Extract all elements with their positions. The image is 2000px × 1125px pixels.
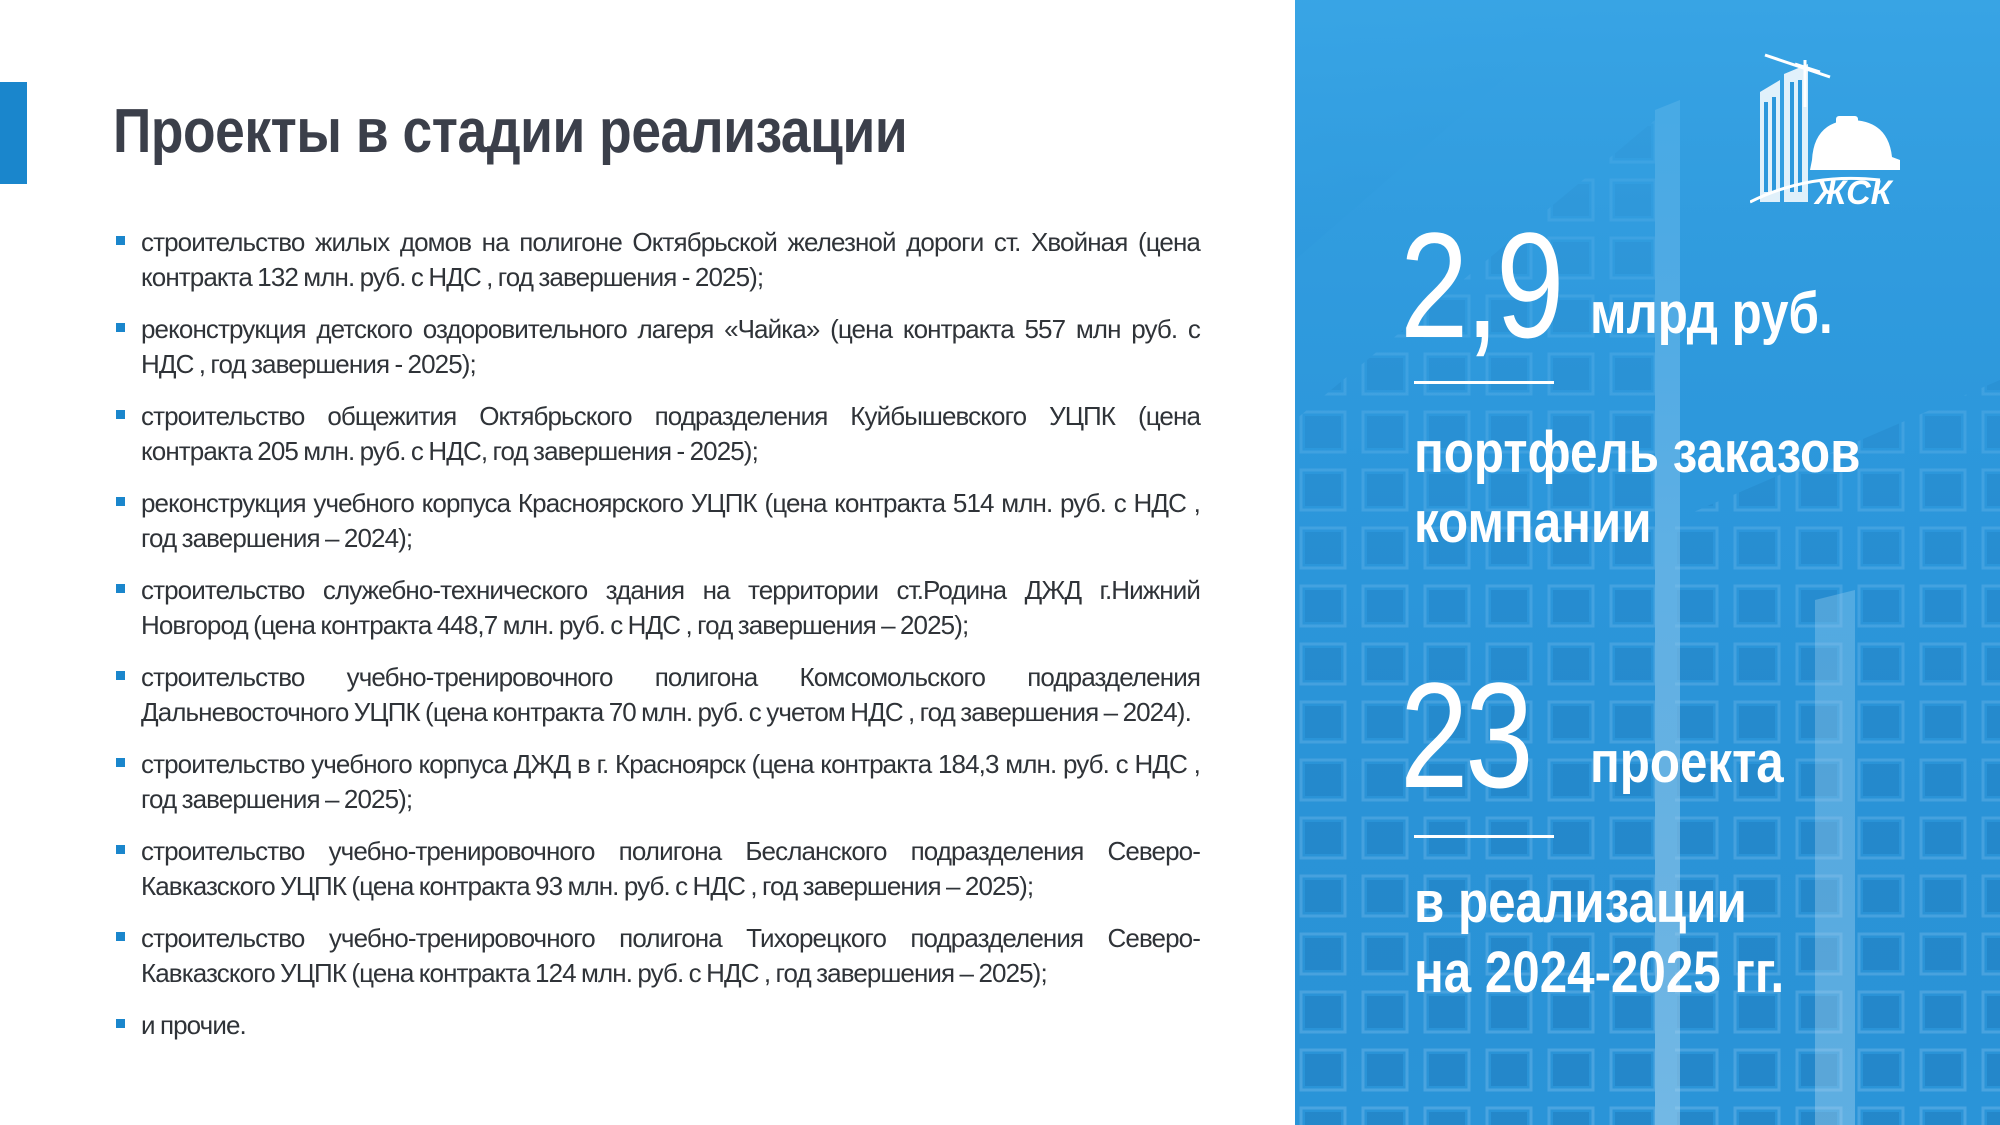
list-item: строительство учебно-тренировочного полигона Комсомольского подразделения Дальневосточного УЦПК (цена контракта 70 млн. руб. с учетом НДС , год завершения – 2024). [113, 660, 1200, 730]
bullet-icon [116, 671, 125, 680]
projects-unit: проекта [1590, 730, 1784, 795]
project-list [113, 225, 1200, 1060]
list-item: строительство учебного корпуса ДЖД в г. Красноярск (цена контракта 184,3 млн. руб. с НДС , год завершения – 2025); [113, 747, 1200, 817]
list-item: и прочие. [113, 1008, 1200, 1043]
bullet-icon [116, 410, 125, 419]
list-item: строительство учебно-тренировочного полигона Тихорецкого подразделения Северо-Кавказского УЦПК (цена контракта 124 млн. руб. с НДС , год завершения – 2025); [113, 921, 1200, 991]
bullet-icon [116, 845, 125, 854]
divider [1414, 381, 1554, 384]
bullet-icon [116, 932, 125, 941]
bullet-icon [116, 323, 125, 332]
divider [1414, 835, 1554, 838]
projects-label-line1: в реализации [1414, 870, 1747, 935]
list-item: строительство общежития Октябрьского подразделения Куйбышевского УЦПК (цена контракта 205 млн. руб. с НДС, год завершения - 2025); [113, 399, 1200, 469]
bullet-icon [116, 497, 125, 506]
company-logo-icon [1750, 52, 1925, 212]
portfolio-unit: млрд руб. [1590, 281, 1833, 346]
portfolio-label-line1: портфель заказов [1414, 420, 1861, 485]
projects-label-line2: на 2024-2025 гг. [1414, 940, 1785, 1005]
bullet-icon [116, 236, 125, 245]
bullet-icon [116, 584, 125, 593]
list-item: реконструкция учебного корпуса Красноярского УЦПК (цена контракта 514 млн. руб. с НДС , год завершения – 2024); [113, 486, 1200, 556]
list-item: строительство жилых домов на полигоне Октябрьской железной дороги ст. Хвойная (цена контракта 132 млн. руб. с НДС , год завершения - 2025); [113, 225, 1200, 295]
bullet-icon [116, 758, 125, 767]
bullet-icon [116, 1019, 125, 1028]
projects-count: 23 [1400, 651, 1531, 819]
list-item: строительство учебно-тренировочного полигона Бесланского подразделения Северо-Кавказского УЦПК (цена контракта 93 млн. руб. с НДС , год завершения – 2025); [113, 834, 1200, 904]
title-accent-bar [0, 82, 27, 184]
portfolio-value: 2,9 [1400, 201, 1562, 369]
list-item: реконструкция детского оздоровительного лагеря «Чайка» (цена контракта 557 млн руб. с НДС , год завершения - 2025); [113, 312, 1200, 382]
page-title: Проекты в стадии реализации [113, 97, 908, 166]
svg-text:ЖСК: ЖСК [1815, 174, 1892, 212]
list-item: строительство служебно-технического здания на территории ст.Родина ДЖД г.Нижний Новгород (цена контракта 448,7 млн. руб. с НДС , год завершения – 2025); [113, 573, 1200, 643]
portfolio-label-line2: компании [1414, 490, 1652, 555]
